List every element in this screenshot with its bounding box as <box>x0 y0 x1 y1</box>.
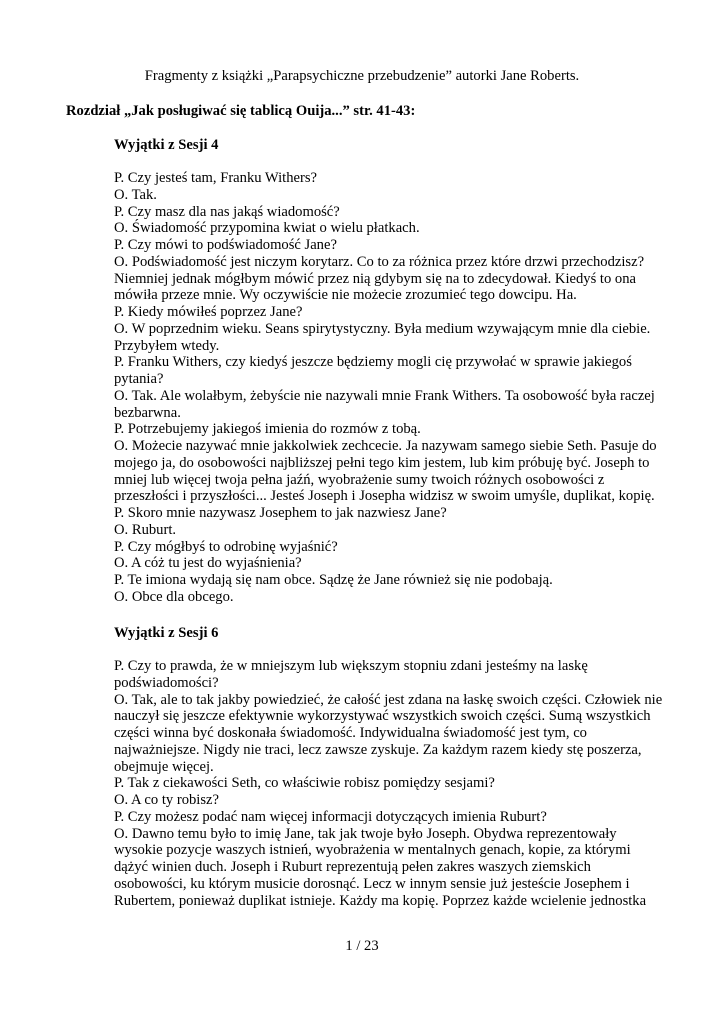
dialogue-line: O. Podświadomość jest niczym korytarz. Co to za różnica przez które drzwi przechodzisz? Niemniej jednak mógłbym mówić przez nią gdybym się na to zdecydował. Kiedyś to ona mówiła przeze mnie. Wy oczywiście nie możecie zrozumieć tego dowcipu. Ha. <box>114 253 645 304</box>
dialogue-line: O. Obce dla obcego. <box>114 588 234 605</box>
dialogue-line: P. Czy masz dla nas jakąś wiadomość? <box>114 203 340 220</box>
dialogue-line: P. Czy możesz podać nam więcej informacji dotyczących imienia Ruburt? <box>114 808 547 825</box>
dialogue-line: P. Czy mówi to podświadomość Jane? <box>114 237 337 253</box>
dialogue-line: O. Ruburt. <box>114 521 177 538</box>
dialogue-line: P. Czy mógłbyś to odrobinę wyjaśnić? <box>114 538 338 555</box>
dialogue-line: O. Tak. <box>114 186 157 203</box>
page-number: 1 / 23 <box>345 938 379 954</box>
dialogue-line: O. A co ty robisz? <box>114 792 219 808</box>
dialogue-line: P. Czy to prawda, że w mniejszym lub większym stopniu zdani jesteśmy na laskę podświadomości? <box>114 658 588 691</box>
dialogue-line: O. Świadomość przypomina kwiat o wielu płatkach. <box>114 220 420 237</box>
dialogue-line: O. Tak. Ale wolałbym, żebyście nie nazywali mnie Frank Withers. Ta osobowość była raczej bezbarwna. <box>114 387 655 421</box>
dialogue-line: O. W poprzednim wieku. Seans spirytystyczny. Była medium wzywającym mnie dla ciebie. Przybyłem wtedy. <box>114 320 651 354</box>
document-header: Fragmenty z książki „Parapsychiczne przebudzenie” autorki Jane Roberts. <box>144 68 580 84</box>
session-6-section <box>114 624 664 909</box>
dialogue-line: P. Tak z ciekawości Seth, co właściwie robisz pomiędzy sesjami? <box>114 775 495 792</box>
dialogue-line: P. Czy jesteś tam, Franku Withers? <box>114 170 318 186</box>
dialogue-line: O. A cóż tu jest do wyjaśnienia? <box>114 555 302 572</box>
chapter-heading: Rozdział „Jak posługiwać się tablicą Ouija...” str. 41-43: <box>66 103 416 119</box>
dialogue-line: O. Możecie nazywać mnie jakkolwiek zechcecie. Ja nazywam samego siebie Seth. Pasuje do mojego ja, do osobowości najbliższej pełni tego kim jestem, lub kim próbuję być. Joseph to mniej lub więcej twoja pełna jaźń, wyobrażenie sumy twoich różnych osobowości z przeszłości i przyszłości... Jesteś Joseph i Josepha widzisz w swoim umyśle, duplikat, kopię. <box>114 438 657 505</box>
session-title: Wyjątki z Sesji 4 <box>114 137 219 153</box>
dialogue-line: O. Dawno temu było to imię Jane, tak jak twoje było Joseph. Obydwa reprezentowały wysokie pozycje waszych istnień, wyobrażenia w mentalnych genach, kopie, za którymi dążyć winien duch. Joseph i Ruburt reprezentują pełen zakres waszych ziemskich osobowości, ku którym musicie dorosnąć. Lecz w innym sensie już jesteście Josephem i Rubertem, ponieważ duplikat istnieje. Każdy ma kopię. Poprzez każde wcielenie jednostka <box>114 825 647 909</box>
dialogue-line: P. Te imiona wydają się nam obce. Sądzę że Jane również się nie podobają. <box>114 572 553 588</box>
dialogue-line: P. Franku Withers, czy kiedyś jeszcze będziemy mogli cię przywołać w sprawie jakiegoś pytania? <box>114 354 632 387</box>
session-title: Wyjątki z Sesji 6 <box>114 625 219 641</box>
dialogue-line: P. Potrzebujemy jakiegoś imienia do rozmów z tobą. <box>114 421 421 438</box>
session-4-section <box>114 136 664 606</box>
dialogue-line: P. Kiedy mówiłeś poprzez Jane? <box>114 304 303 320</box>
dialogue-line: O. Tak, ale to tak jakby powiedzieć, że całość jest zdana na łaskę swoich części. Człowiek nie nauczył się jeszcze efektywnie wykorzystywać wszystkich swoich części. Sumą wszystkich części winna być doskonała świadomość. Indywidualna świadomość jest tym, co najważniejsze. Nigdy nie traci, lecz zawsze zyskuje. Za każdym razem kiedy stę poszerza, obejmuje więcej. <box>114 691 663 775</box>
dialogue-line: P. Skoro mnie nazywasz Josephem to jak nazwiesz Jane? <box>114 505 447 521</box>
